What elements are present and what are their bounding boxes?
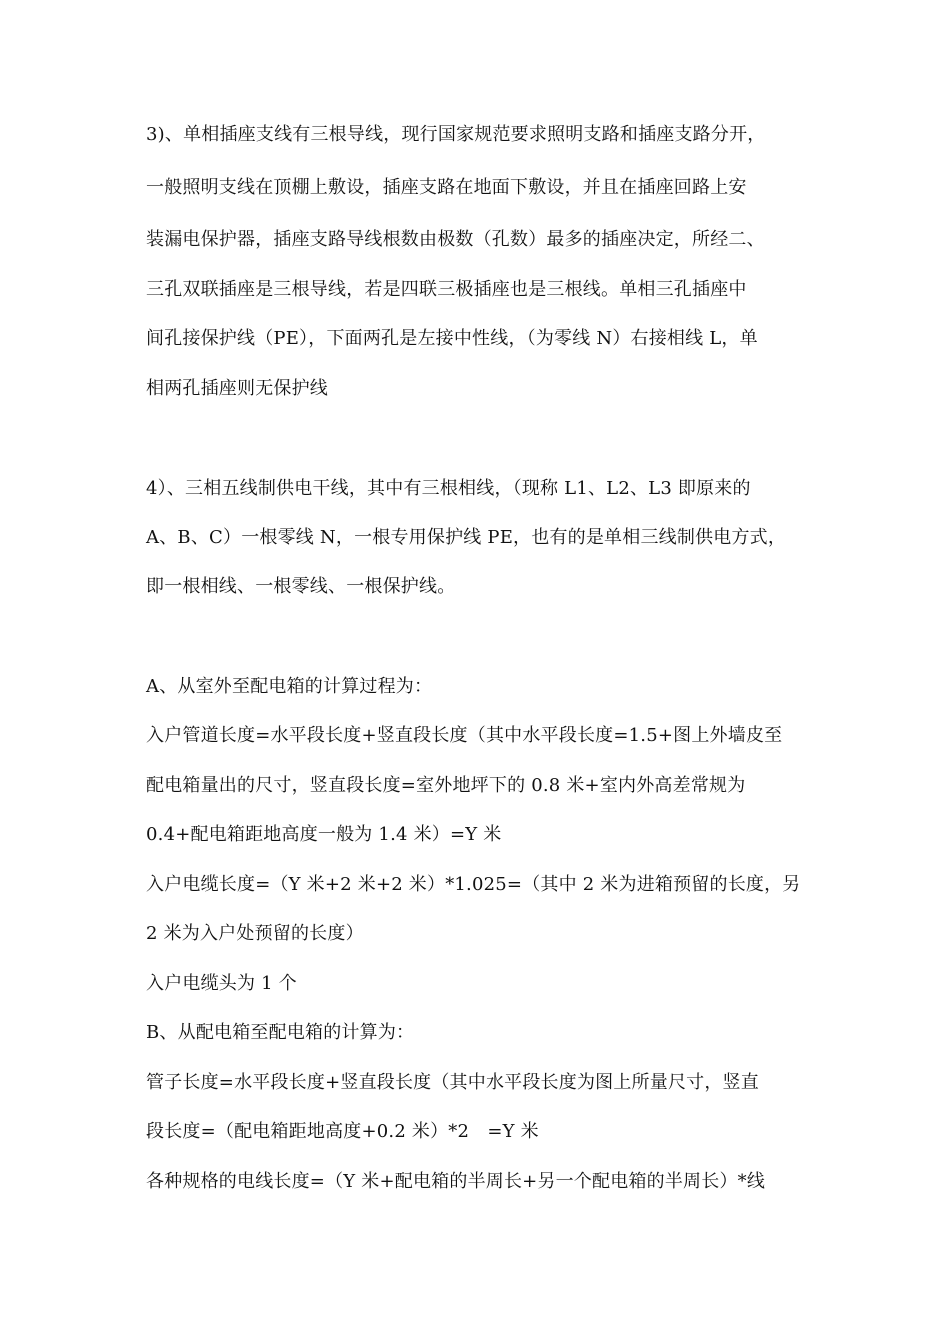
section-3-line-5: 间孔接保护线（PE），下面两孔是左接中性线，（为零线 N）右接相线 L，单 xyxy=(146,328,758,349)
section-3-line-2: 一般照明支线在顶棚上敷设，插座支路在地面下敷设，并且在插座回路上安 xyxy=(146,177,747,198)
section-b-line-1: 管子长度=水平段长度+竖直段长度（其中水平段长度为图上所量尺寸，竖直 xyxy=(146,1072,759,1093)
section-4-line-2: A、B、C）一根零线 N，一根专用保护线 PE，也有的是单相三线制供电方式， xyxy=(146,527,787,548)
section-a-line-5: 2 米为入户处预留的长度） xyxy=(146,923,364,944)
section-4-line-3: 即一根相线、一根零线、一根保护线。 xyxy=(146,576,456,597)
section-3-line-4: 三孔双联插座是三根导线，若是四联三极插座也是三根线。单相三孔插座中 xyxy=(146,279,747,300)
section-a-line-2: 配电箱量出的尺寸，竖直段长度=室外地坪下的 0.8 米+室内外高差常规为 xyxy=(146,775,746,796)
section-4-line-1: 4）、三相五线制供电干线，其中有三根相线，（现称 L1、L2、L3 即原来的 xyxy=(146,478,751,499)
section-a-line-4: 入户电缆长度=（Y 米+2 米+2 米）*1.025=（其中 2 米为进箱预留的长度，另 xyxy=(146,874,801,895)
section-3-line-1: 3)、单相插座支线有三根导线，现行国家规范要求照明支路和插座支路分开， xyxy=(146,124,766,145)
section-3-line-6: 相两孔插座则无保护线 xyxy=(146,378,328,399)
section-b-line-2: 段长度=（配电箱距地高度+0.2 米）*2 =Y 米 xyxy=(146,1121,539,1142)
section-b-line-3: 各种规格的电线长度=（Y 米+配电箱的半周长+另一个配电箱的半周长）*线 xyxy=(146,1171,766,1192)
section-a-line-3: 0.4+配电箱距地高度一般为 1.4 米）=Y 米 xyxy=(146,824,502,845)
section-3-line-3: 装漏电保护器，插座支路导线根数由极数（孔数）最多的插座决定，所经二、 xyxy=(146,229,765,250)
section-a-line-1: 入户管道长度=水平段长度+竖直段长度（其中水平段长度=1.5+图上外墙皮至 xyxy=(146,725,783,746)
section-a-line-6: 入户电缆头为 1 个 xyxy=(146,973,297,994)
section-b-heading: B、从配电箱至配电箱的计算为： xyxy=(146,1022,415,1043)
section-a-heading: A、从室外至配电箱的计算过程为： xyxy=(146,676,433,697)
